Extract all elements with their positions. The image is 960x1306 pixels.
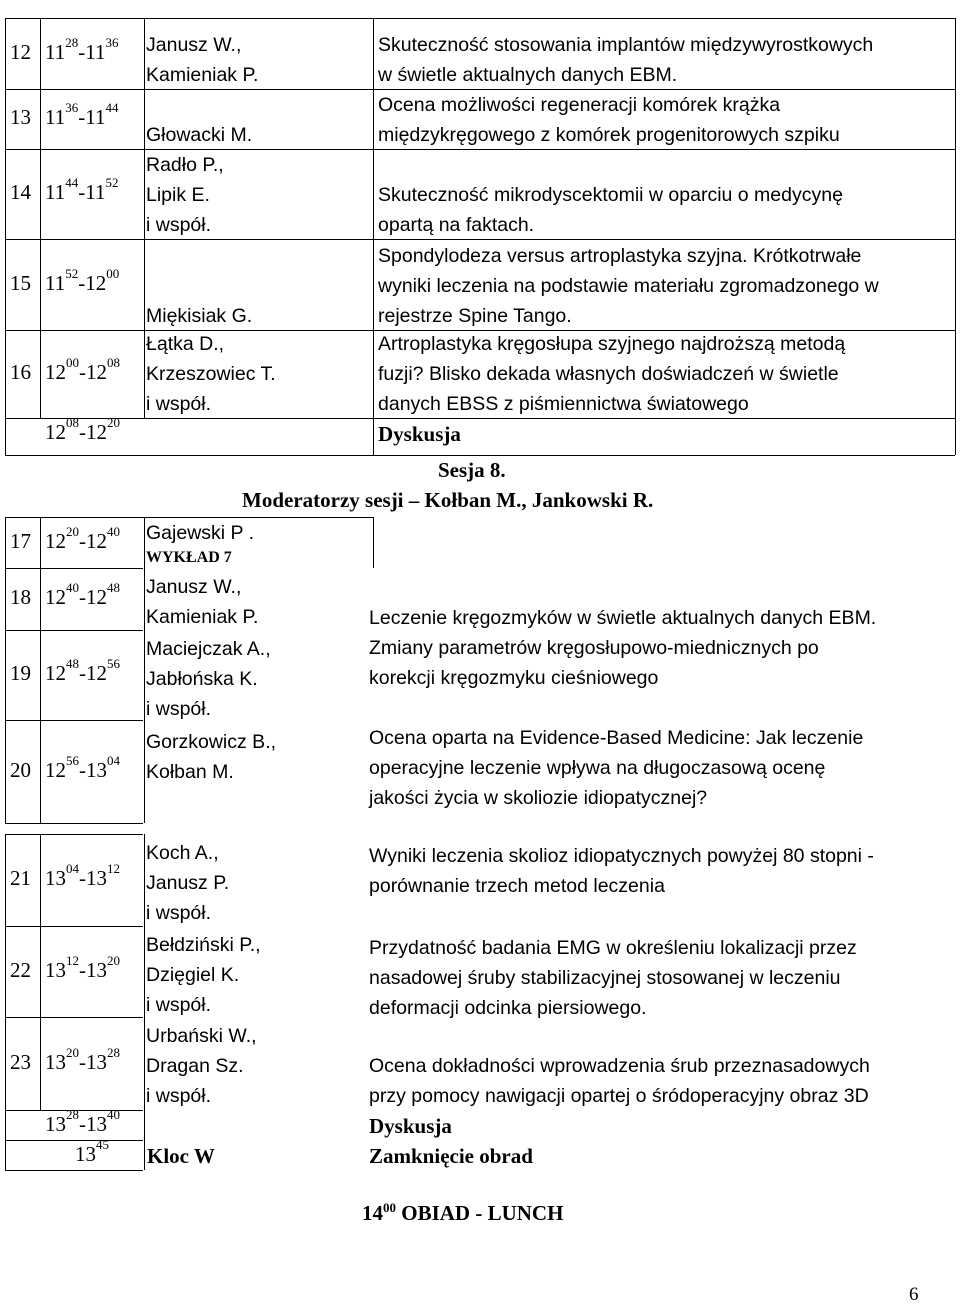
- session-number: 23: [10, 1049, 31, 1074]
- talk-title: rejestrze Spine Tango.: [378, 305, 572, 327]
- author-name: Miękisiak G.: [146, 305, 253, 327]
- author-name: i współ.: [146, 214, 212, 236]
- table-top-border: [5, 18, 955, 19]
- discussion-label: Dyskusja: [378, 422, 461, 446]
- talk-title: przy pomocy nawigacji opartej o śródoperacyjny obraz 3D: [369, 1085, 869, 1107]
- talk-title: operacyjne leczenie wpływa na długoczasową ocenę: [369, 757, 826, 779]
- session-number: 12: [10, 39, 31, 64]
- session-number: 18: [10, 585, 31, 609]
- table-col-border: [373, 517, 374, 568]
- table-row-border: [5, 1017, 143, 1018]
- session-time: $12^{56}-13^{04}$: [45, 752, 120, 782]
- author-name: Radło P.,: [146, 154, 224, 176]
- session-time: $12^{00}-12^{08}$: [45, 355, 120, 384]
- session-number: 19: [10, 661, 31, 685]
- table-col-border: [373, 18, 374, 455]
- talk-title: Ocena możliwości regeneracji komórek krążka: [378, 94, 781, 116]
- talk-title: opartą na faktach.: [378, 214, 535, 236]
- author-name: i współ.: [146, 393, 212, 415]
- session-time: $12^{20}-12^{40}$: [45, 523, 120, 553]
- talk-title: fuzji? Blisko dekada własnych doświadczeń w świetle: [378, 363, 839, 385]
- session-time: $13^{04}-13^{12}$: [45, 861, 120, 890]
- discussion-label: Dyskusja: [369, 1114, 452, 1138]
- session-time: $13^{20}-13^{28}$: [45, 1044, 120, 1074]
- author-name: Głowacki M.: [146, 124, 253, 146]
- session-time: $13^{12}-13^{20}$: [45, 952, 120, 982]
- closing-time: $13^{45}$: [75, 1137, 109, 1166]
- talk-title: Zmiany parametrów kręgosłupowo-miednicznych po: [369, 637, 819, 659]
- talk-title: Leczenie kręgozmyków w świetle aktualnych danych EBM.: [369, 607, 877, 629]
- session-time: $11^{36}-11^{44}$: [45, 100, 119, 129]
- talk-title: Wyniki leczenia skolioz idiopatycznych powyżej 80 stopni -: [369, 845, 874, 867]
- author-name: Lipik E.: [146, 184, 210, 206]
- session-time: $12^{40}-12^{48}$: [45, 580, 120, 609]
- author-name: Dzięgiel K.: [146, 964, 240, 986]
- author-name: i współ.: [146, 994, 212, 1016]
- table-row-border: [5, 926, 143, 927]
- table-row-border: [5, 834, 143, 835]
- session-time: $11^{52}-12^{00}$: [45, 265, 120, 295]
- session-number: 14: [10, 180, 31, 204]
- author-name: i współ.: [146, 698, 212, 720]
- talk-title: danych EBSS z piśmiennictwa światowego: [378, 393, 749, 415]
- talk-title: nasadowej śruby stabilizacyjnej stosowanej w leczeniu: [369, 967, 841, 989]
- author-name: Maciejczak A.,: [146, 638, 271, 660]
- session-number: 20: [10, 757, 31, 782]
- table-col-border: [144, 517, 145, 823]
- table-col-border: [5, 834, 6, 1170]
- table-col-border: [144, 18, 145, 418]
- lunch-line: $14^{00}$ OBIAD - LUNCH: [362, 1200, 564, 1225]
- table-row-border: [5, 568, 143, 569]
- session-number: 22: [10, 957, 31, 982]
- table-col-border: [955, 18, 956, 455]
- talk-title: jakości życia w skoliozie idiopatycznej?: [369, 787, 708, 809]
- talk-title: Przydatność badania EMG w określeniu lokalizacji przez: [369, 937, 857, 959]
- table-col-border: [144, 834, 145, 1170]
- lecture-label: WYKŁAD 7: [146, 549, 232, 566]
- author-name: Krzeszowiec T.: [146, 363, 276, 385]
- discussion-time: $12^{08}-12^{20}$: [45, 415, 120, 444]
- session-time: $12^{48}-12^{56}$: [45, 656, 120, 685]
- author-name: Bełdziński P.,: [146, 934, 261, 956]
- table-col-border: [5, 18, 6, 455]
- author-name: Jabłońska K.: [146, 668, 258, 690]
- session-time: $11^{44}-11^{52}$: [45, 175, 119, 204]
- talk-title: Artroplastyka kręgosłupa szyjnego najdroższą metodą: [378, 333, 846, 355]
- session-time: $11^{28}-11^{36}$: [45, 34, 119, 64]
- closing-label: Zamknięcie obrad: [369, 1144, 533, 1168]
- table-row-border: [5, 1170, 143, 1171]
- talk-title: Spondylodeza versus artroplastyka szyjna. Krótkotrwałe: [378, 245, 862, 267]
- table-row-border: [5, 720, 143, 721]
- author-name: i współ.: [146, 902, 212, 924]
- talk-title: korekcji kręgozmyku cieśniowego: [369, 667, 659, 689]
- author-name: Gajewski P .: [146, 522, 255, 544]
- table-row-border: [5, 630, 143, 631]
- talk-title: w świetle aktualnych danych EBM.: [378, 64, 678, 86]
- author-name: Kołban M.: [146, 761, 234, 783]
- author-name: i współ.: [146, 1085, 212, 1107]
- author-name: Janusz W.,: [146, 34, 242, 56]
- author-name: Kamieniak P.: [146, 606, 259, 628]
- talk-title: Skuteczność mikrodyscektomii w oparciu o medycynę: [378, 184, 843, 206]
- author-name: Dragan Sz.: [146, 1055, 244, 1077]
- author-name: Janusz P.: [146, 872, 230, 894]
- talk-title: deformacji odcinka piersiowego.: [369, 997, 647, 1019]
- talk-title: Ocena oparta na Evidence-Based Medicine: Jak leczenie: [369, 727, 864, 749]
- table-row-border: [5, 455, 955, 456]
- author-name: Koch A.,: [146, 842, 219, 864]
- table-col-border: [40, 834, 41, 1110]
- session-title: Sesja 8.: [438, 458, 506, 482]
- talk-title: wyniki leczenia na podstawie materiału zgromadzonego w: [378, 275, 879, 297]
- talk-title: międzykręgowego z komórek progenitorowych szpiku: [378, 124, 840, 146]
- discussion-time: $13^{28}-13^{40}$: [45, 1107, 120, 1136]
- session-number: 15: [10, 270, 31, 295]
- author-name: Łątka D.,: [146, 333, 225, 355]
- page-number: 6: [909, 1284, 919, 1305]
- author-name: Urbański W.,: [146, 1025, 257, 1047]
- author-name: Janusz W.,: [146, 576, 242, 598]
- talk-title: Ocena dokładności wprowadzenia śrub przeznasadowych: [369, 1055, 870, 1077]
- talk-title: porównanie trzech metod leczenia: [369, 875, 665, 897]
- table-col-border: [5, 517, 6, 823]
- table-row-border: [5, 823, 143, 824]
- author-name: Gorzkowicz B.,: [146, 731, 277, 753]
- session-moderators: Moderatorzy sesji – Kołban M., Jankowski R.: [242, 488, 654, 512]
- table-row-border: [5, 1140, 143, 1141]
- session-number: 21: [10, 866, 31, 890]
- session-number: 17: [10, 528, 31, 553]
- author-name: Kamieniak P.: [146, 64, 259, 86]
- closing-person: Kloc W: [147, 1144, 215, 1168]
- session-number: 13: [10, 105, 31, 129]
- table-col-border: [40, 517, 41, 823]
- session-number: 16: [10, 360, 31, 384]
- table-col-border: [40, 18, 41, 418]
- talk-title: Skuteczność stosowania implantów międzywyrostkowych: [378, 34, 874, 56]
